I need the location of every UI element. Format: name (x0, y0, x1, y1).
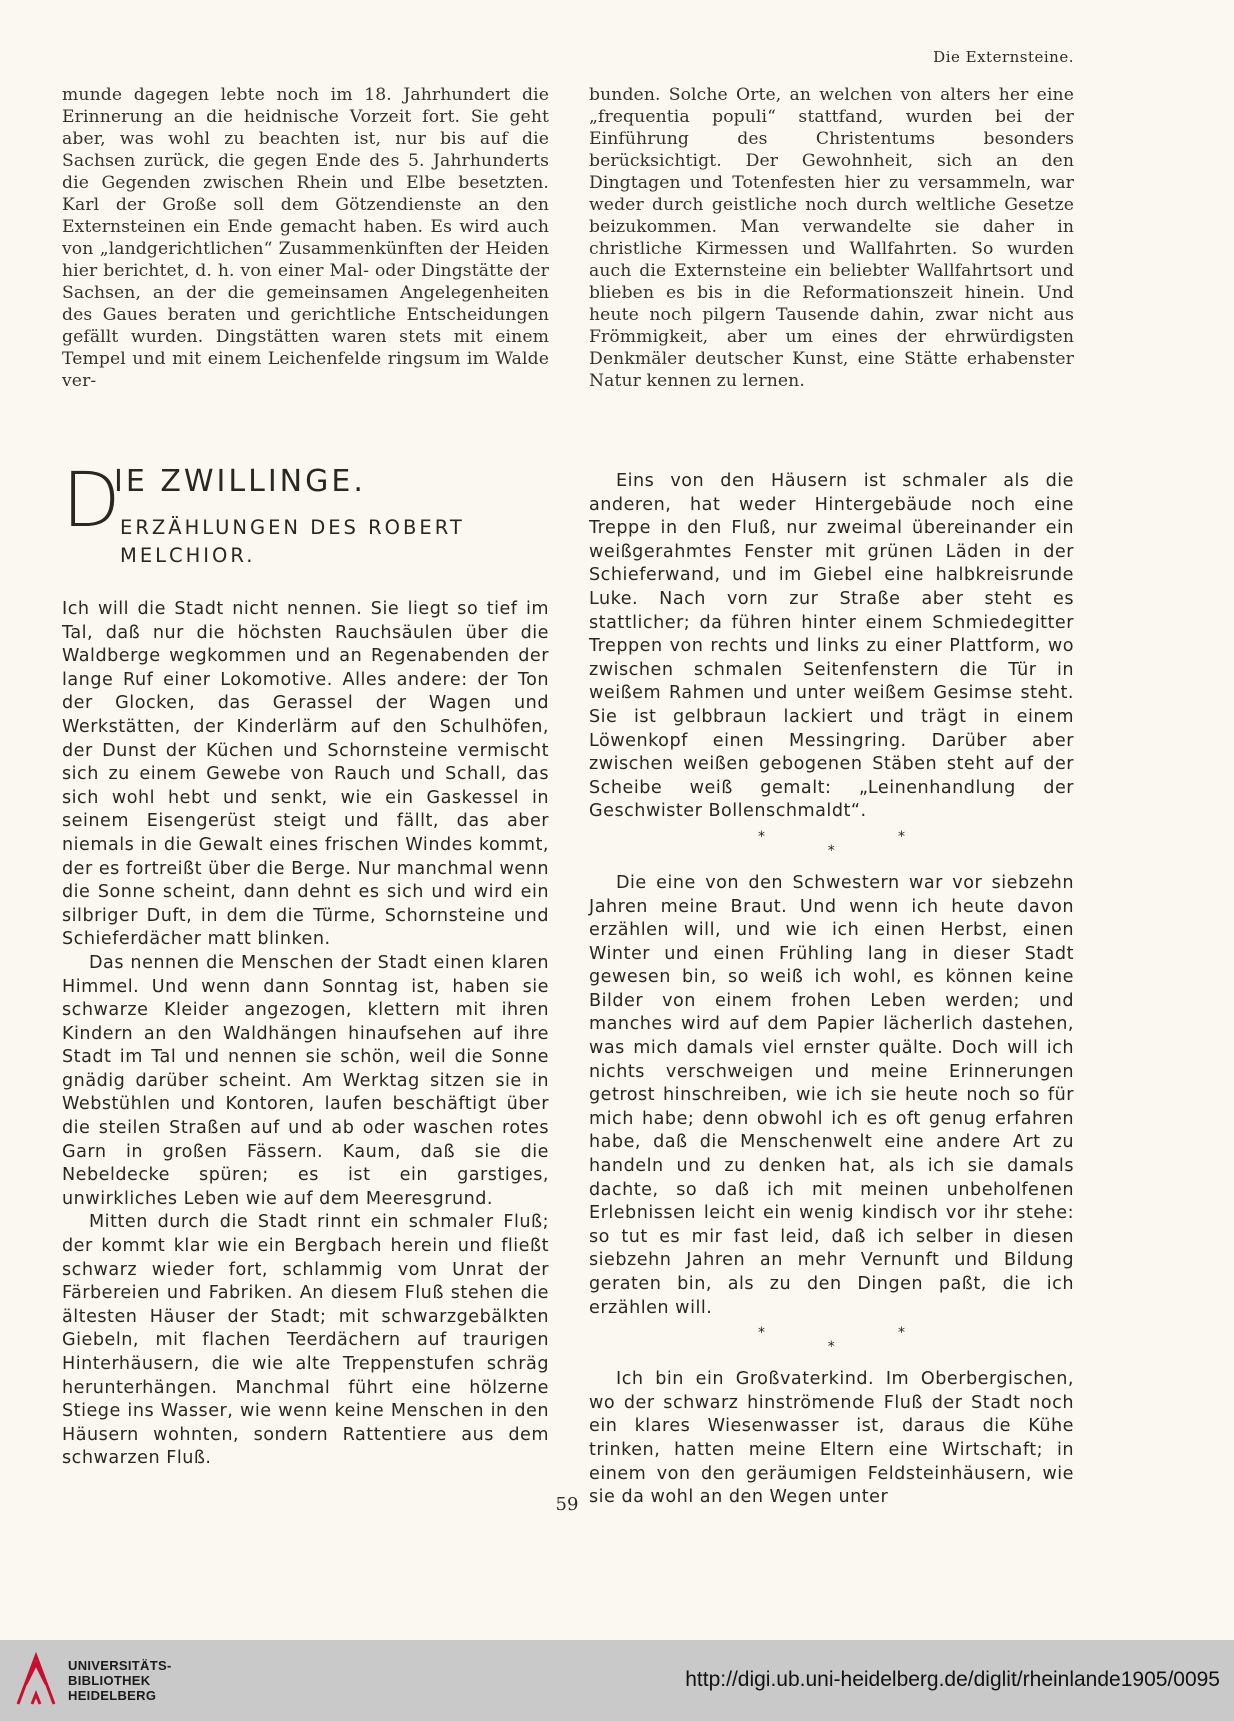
asterisk: * (827, 1339, 836, 1356)
asterisk: * (758, 828, 765, 845)
asterisk: * (758, 1325, 765, 1342)
library-logo-icon (12, 1650, 60, 1710)
story-subtitle: ERZÄHLUNGEN DES ROBERT MELCHIOR. (120, 516, 465, 567)
page-number: 59 (555, 1494, 579, 1515)
footer-bar (0, 1640, 1234, 1721)
story-title-block (62, 455, 549, 610)
asterisk: * (898, 828, 905, 845)
drop-cap: D (62, 455, 122, 544)
section-break (589, 1326, 1074, 1354)
fraktur-column-right (589, 84, 1074, 392)
running-head: Die Externsteine. (933, 48, 1074, 66)
asterisk: * (827, 842, 836, 859)
story-paragraph: Mitten durch die Stadt rinnt ein schmaler Fluß; der kommt klar wie ein Bergbach herein und fließt schwarz wieder fort, schlammig vom Unrat der Färbereien und Fabriken. An diesem Fluß stehen die ältesten Häuser der Stadt; mit schwarzgebälkten Giebeln, mit flachen Teerdächern auf traurigen Hinterhäusern, die wie alte Treppenstufen schräg herunterhängen. Manchmal führt eine hölzerne Stiege ins Wasser, wie wenn keine Menschen in den Häusern wohnten, sondern Rattentiere aus dem schwarzen Fluß. (62, 1212, 549, 1469)
fraktur-paragraph-left: munde dagegen lebte noch im 18. Jahrhundert die Erinnerung an die heidnische Vorzeit fort. Sie geht aber, was wohl zu beachten ist, nur bis auf die Sachsen zurück, die gegen Ende des 5. Jahrhunderts die Gegenden zwischen Rhein und Elbe besetzten. Karl der Große soll dem Götzendienste an den Externsteinen ein Ende gemacht haben. Es wird auch von „landgerichtlichen“ Zusammenkünften der Heiden hier berichtet, d. h. von einer Mal- oder Dingstätte der Sachsen, an der die gemeinsamen Angelegenheiten des Gaues beraten und gerichtliche Entscheidungen gefällt wurden. Dingstätten waren stets mit einem Tempel und mit einem Leichenfelde ringsum im Walde ver- (62, 85, 549, 391)
library-name-line: UNIVERSITÄTS- (68, 1658, 172, 1673)
fraktur-column-left (62, 84, 549, 392)
asterisk: * (898, 1325, 905, 1342)
story-paragraph: Ich will die Stadt nicht nennen. Sie liegt so tief im Tal, daß nur die höchsten Rauchsäulen über die Waldberge wegkommen und an Regenabenden der lange Ruf einer Lokomotive. Alles andere: der Ton der Glocken, das Gerassel der Wagen und Werkstätten, der Kinderlärm auf den Schulhöfen, der Dunst der Küchen und Schornsteine vermischt sich zu einem Gewebe von Rauch und Schall, das sich wohl hebt und senkt, wie ein Gaskessel in seinem Eisengerüst steigt und fällt, das aber niemals in die Gewalt eines frischen Windes kommt, der es fortreißt über die Berge. Nur manchmal wenn die Sonne scheint, dann dehnt es sich und wird ein silbriger Duft, in dem die Türme, Schornsteine und Schieferdächer matt blinken. (62, 599, 550, 950)
story-paragraph: Eins von den Häusern ist schmaler als die anderen, hat weder Hintergebäude noch eine Treppe in den Fluß, nur zweimal übereinander ein weißgerahmtes Fenster mit grünen Läden in der Schieferwand, und im Giebel eine halbkreisrunde Luke. Nach vorn zur Straße aber steht es stattlicher; da führen hinter einem Schmiedegitter Treppen von rechts und links zu einer Plattform, wo zwischen schmalen Seitenfenstern die Tür in weißem Rahmen und unter weißem Gesimse steht. Sie ist gelbbraun lackiert und trägt in einem Löwenkopf einen Messingring. Darüber aber zwischen weißen gebogenen Stäben steht auf der Scheibe weiß gemalt: „Leinenhandlung der Geschwister Bollenschmaldt“. (589, 471, 1074, 822)
section-break (589, 830, 1074, 858)
story-title: IE ZWILLINGE. (114, 464, 366, 499)
library-name-line: BIBLIOTHEK (68, 1673, 151, 1688)
library-name-line: HEIDELBERG (68, 1688, 157, 1703)
fraktur-paragraph-right: bunden. Solche Orte, an welchen von alters her eine „frequentia populi“ stattfand, wurden bei der Einführung des Christentums besonders berücksichtigt. Der Gewohnheit, sich an den Dingtagen und Totenfesten hier zu versammeln, war weder durch geistliche noch durch weltliche Gesetze beizukommen. Man verwandelte sie daher in christliche Kirmessen und Wallfahrten. So wurden auch die Externsteine ein beliebter Wallfahrtsort und blieben es bis in die Reformationszeit hinein. Und heute noch pilgern Tausende dahin, zwar nicht aus Frömmigkeit, aber um eines der ehrwürdigsten Denkmäler deutscher Kunst, eine Stätte erhabenster Natur kennen zu lernen. (589, 85, 1074, 391)
story-paragraph: Das nennen die Menschen der Stadt einen klaren Himmel. Und wenn dann Sonntag ist, haben sie schwarze Kleider angezogen, klettern mit ihren Kindern an den Waldhängen hinaufsehen auf ihre Stadt im Tal und nennen sie schön, weil die Sonne gnädig darüber scheint. Am Werktag sitzen sie in Webstühlen und Kontoren, laufen beschäftigt über die steilen Straßen auf und ab oder waschen rotes Garn in großen Fässern. Kaum, daß sie die Nebeldecke spüren; es ist ein garstiges, unwirkliches Leben wie auf dem Meeresgrund. (62, 952, 549, 1209)
source-url-link[interactable]: http://digi.ub.uni-heidelberg.de/diglit/rheinlande1905/0095 (685, 1668, 1220, 1691)
story-column-left (62, 455, 550, 1471)
story-paragraph: Ich bin ein Großvaterkind. Im Oberbergischen, wo der schwarz hinströmende Fluß der Stadt noch ein klares Wiesenwasser ist, daraus die Kühe trinken, hatten meine Eltern eine Wirtschaft; in einem von den geräumigen Feldsteinhäusern, wie sie da wohl an den Wegen unter (589, 1369, 1074, 1508)
logo-mark (18, 1656, 54, 1704)
story-paragraph: Die eine von den Schwestern war vor siebzehn Jahren meine Braut. Und wenn ich heute davon erzählen will, und wie ich einen Herbst, einen Winter und einen Frühling lang in dieser Stadt gewesen bin, so weiß ich wohl, es können keine Bilder von einem frohen Leben werden; und manches wird auf dem Papier lächerlich dastehen, was mich damals viel ernster quälte. Doch will ich nichts verschweigen und meine Erinnerungen getrost hinschreiben, wie ich sie heute noch so für mich habe; denn obwohl ich es oft genug erfahren habe, daß die Menschenwelt eine andere Art zu handeln und zu denken hat, als ich sie damals dachte, so daß ich mit meinen unbeholfenen Erlebnissen leicht ein wenig kindisch vor ihr stehe: so tut es mir fast leid, daß ich selber in diesen siebzehn Jahren an mehr Vernunft und Bildung geraten bin, als zu den Dingen paßt, die ich erzählen will. (589, 872, 1074, 1318)
library-name (68, 1658, 172, 1703)
story-column-right (589, 470, 1074, 1510)
